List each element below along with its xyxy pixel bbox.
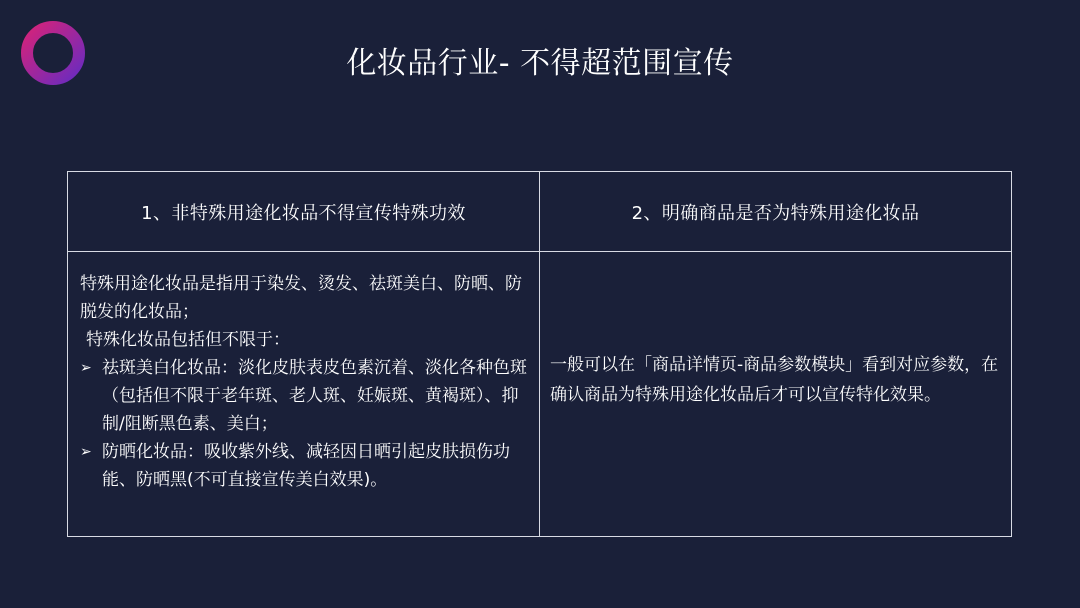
arrowhead-bullet-icon: ➢: [80, 444, 92, 460]
intro-subheading: 特殊化妆品包括但不限于：: [86, 330, 290, 350]
list-item: [80, 438, 529, 494]
table-body-right: [540, 252, 1011, 536]
right-paragraph: 一般可以在「商品详情页-商品参数模块」看到对应参数，在确认商品为特殊用途化妆品后才可以宣传特化效果。: [550, 355, 999, 405]
comparison-table: [67, 171, 1012, 537]
arrowhead-bullet-icon: ➢: [80, 360, 92, 376]
intro-paragraph: 特殊用途化妆品是指用于染发、烫发、祛斑美白、防晒、防脱发的化妆品；: [80, 274, 522, 322]
table-body-left: [68, 252, 540, 536]
table-header-2: 2、明确商品是否为特殊用途化妆品: [631, 202, 920, 224]
table-header-cell-1: [68, 172, 540, 252]
table-header-cell-2: [540, 172, 1011, 252]
bullet-text-1: 祛斑美白化妆品：淡化皮肤表皮色素沉着、淡化各种色斑（包括但不限于老年斑、老人斑、妊娠斑、黄褐斑）、抑制/阻断黑色素、美白；: [102, 358, 527, 434]
table-header-1: 1、非特殊用途化妆品不得宣传特殊功效: [141, 202, 466, 224]
bullet-text-2: 防晒化妆品：吸收紫外线、减轻因日晒引起皮肤损伤功能、防晒黑(不可直接宣传美白效果)。: [102, 442, 510, 490]
page-title: 化妆品行业- 不得超范围宣传: [346, 46, 734, 81]
list-item: [80, 354, 529, 438]
